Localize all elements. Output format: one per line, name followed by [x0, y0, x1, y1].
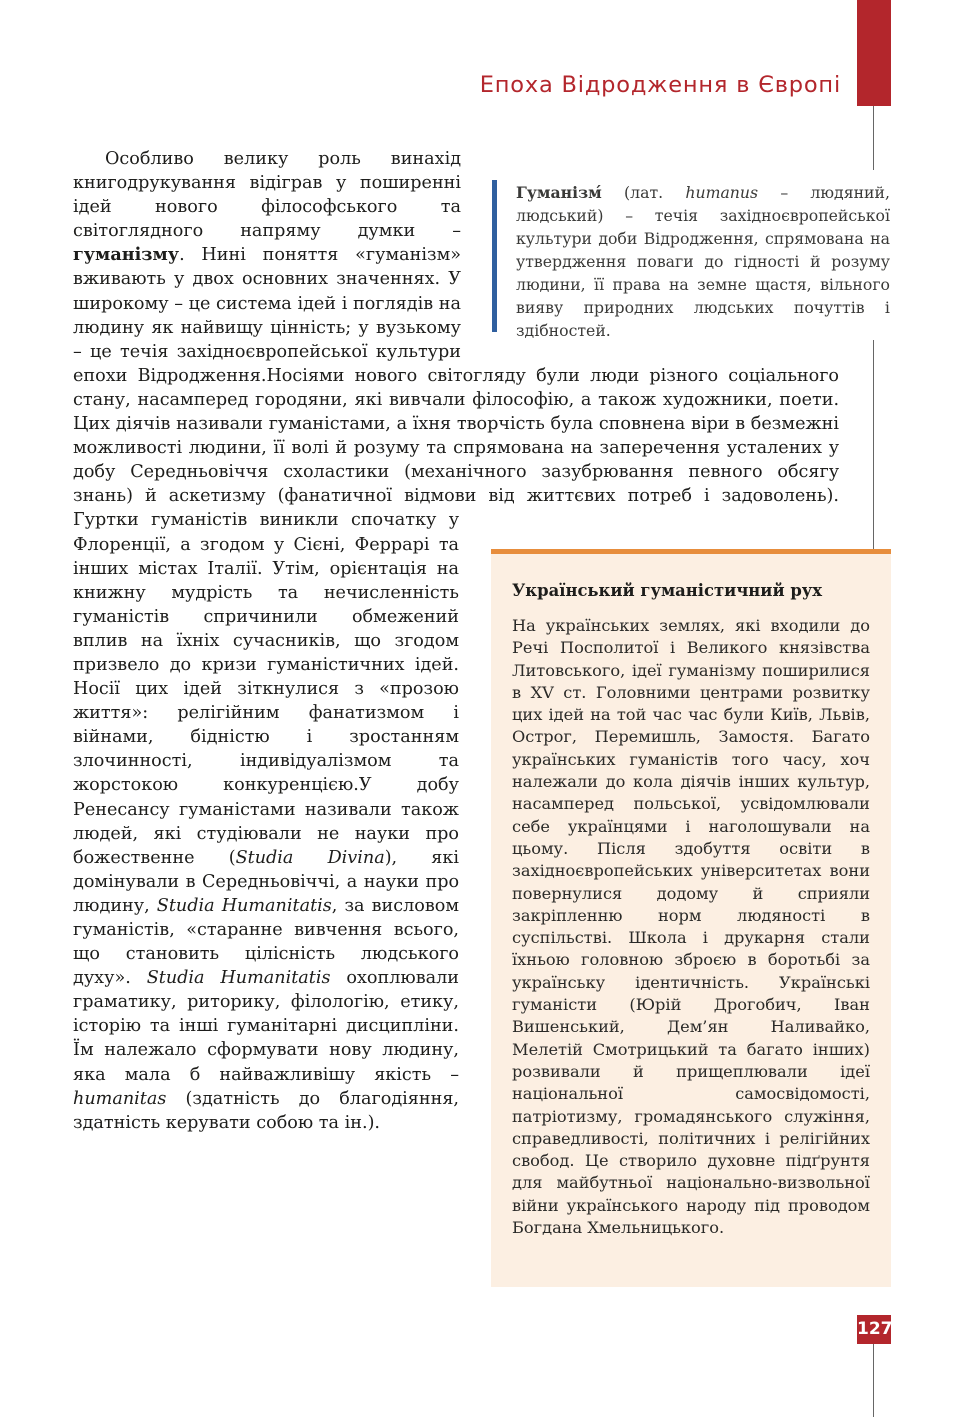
text-line: національної самосвідомості, — [512, 1084, 870, 1104]
text-line: війнами, бідністю і зростанням — [73, 727, 460, 748]
text-line: світоглядного напряму думки – — [73, 221, 461, 242]
margin-line-middle — [873, 340, 874, 550]
text-line: Ренесансу гуманістами називали також — [73, 799, 459, 820]
text-line: цих ідей на той час час були Київ, Львів, — [512, 705, 870, 725]
text-line: Острог, Перемишль, Замостя. Багато — [512, 727, 870, 747]
text-line: книгодрукування відіграв у поширенні — [73, 173, 462, 194]
sidebar-box-title: Український гуманістичний рух — [512, 581, 823, 600]
text-line: історію та інші гуманітарні дисципліни. — [73, 1016, 459, 1037]
text-line: Богдана Хмельницького. — [512, 1218, 725, 1238]
text-line: здатність керувати собою та ін.). — [73, 1112, 381, 1133]
text-line: злочинності, індивідуалізмом та — [73, 751, 460, 772]
text-line: На українських землях, які входили до — [512, 616, 871, 635]
text-line: гуманістів спричинили обмежений — [73, 606, 460, 627]
text-line: ідей нового філософського та — [73, 197, 462, 218]
text-line: війни українського народу під проводом — [512, 1195, 870, 1215]
text-line: Литовського, ідеї гуманізму поширилися — [512, 660, 870, 680]
text-line: Флоренції, а згодом у Сієні, Феррарі та — [73, 534, 460, 555]
text-line: людський) – течія західноєвропейської — [516, 206, 890, 225]
text-line: книжну мудрість та нечисленність — [73, 582, 459, 603]
chapter-title: Епоха Відродження в Європі — [479, 72, 841, 98]
text-line: можливості людини, її волі й розуму та спрямована на заперечення усталених у — [73, 438, 840, 459]
text-line: – це течія західноєвропейської культури — [73, 341, 462, 362]
text-line: в XV ст. Головними центрами розвитку — [512, 682, 871, 702]
text-line: вживають у двох основних значеннях. У — [73, 269, 462, 290]
text-line: інших містах Італії. Утім, орієнтація на — [73, 558, 459, 579]
text-line: яка мала б найважливішу якість – — [73, 1064, 460, 1085]
text-line: цьому. Після здобуття освіти в — [512, 838, 871, 858]
margin-line-top — [873, 106, 874, 170]
text-line: людей, які студіювали не науки про — [73, 823, 460, 844]
text-line: розвивали й прищеплювали ідеї — [512, 1061, 870, 1081]
text-line: гуманістів, «старанне вивчення всього, — [73, 920, 460, 940]
text-line: Мелетій Смотрицький та багато інших) — [512, 1039, 870, 1059]
margin-line-bottom — [873, 1344, 874, 1417]
text-line: належали до кола діячів інших культур, — [512, 772, 870, 792]
text-line: здібностей. — [516, 321, 611, 340]
text-line: вияву природних людських почуттів і — [516, 298, 890, 317]
text-line: культури доби Відродження, спрямована на — [516, 229, 890, 248]
text-line: Вишенський, Дем’ян Наливайко, — [512, 1017, 870, 1037]
text-line: людини, її права на земне щастя, вільного — [516, 275, 890, 294]
text-line: що становить цілісність людського — [73, 944, 460, 965]
text-line: стану, насамперед городяни, які вивчали філософію, а також художники, поети. — [73, 389, 840, 410]
sidebar-box — [491, 549, 891, 1287]
text-line: для майбутньої національно-визвольної — [512, 1173, 870, 1193]
text-line: суспільстві. Школа і друкарня стали — [512, 928, 870, 948]
text-line: домінували в Середньовіччі, а науки про — [73, 871, 460, 892]
text-line: Гуманізм́ (лат. humanus – людяний, — [516, 183, 890, 202]
text-line: граматику, риторику, філологію, етику, — [73, 992, 459, 1013]
text-line: себе українцями і наголошували на — [512, 816, 870, 836]
text-line: українських гуманістів того часу, хоч — [512, 749, 870, 769]
text-line: повернулися додому й сприяли — [512, 883, 870, 903]
text-line: Їм належало сформувати нову людину, — [73, 1040, 460, 1061]
text-line: свобод. Це створило духовне підґрунтя — [512, 1151, 870, 1171]
text-line: Носії цих ідей зіткнулися з «прозою — [73, 679, 459, 700]
text-line: справедливості, політичних і релігійних — [512, 1128, 870, 1148]
text-line: гуманісти (Юрій Дрогобич, Іван — [512, 995, 870, 1015]
text-line: життя»: релігійним фанатизмом і — [73, 703, 460, 724]
text-line: жорстокою конкуренцією.У добу — [73, 775, 459, 796]
text-line: знань) й аскетизму (фанатичної відмови від життєвих потреб і задоволень). — [73, 486, 840, 507]
chapter-tab-marker — [857, 0, 891, 106]
text-line: людину, Studia Humanitatis, за висловом — [73, 895, 460, 916]
text-line: епохи Відродження.Носіями нового світогляду були люди різного соціального — [73, 365, 840, 386]
page-number: 127 — [857, 1315, 891, 1344]
text-line: широкому – це система ідей і поглядів на — [73, 293, 462, 314]
text-line: закріпленню норм людяності в — [512, 905, 870, 925]
text-line: патріотизму, громадянського служіння, — [512, 1106, 870, 1126]
text-line: Цих діячів називали гуманістами, а їхня творчість була сповнена віри в безмежні — [73, 414, 840, 435]
text-line: духу». Studia Humanitatis охоплювали — [73, 968, 460, 989]
text-line: Речі Посполитої і Великого князівства — [512, 638, 871, 658]
text-line: утвердження поваги до гідності й розуму — [516, 252, 890, 271]
text-line: українську ідентичність. Українські — [512, 972, 870, 992]
text-line: призвело до кризи гуманістичних ідей. — [73, 654, 460, 675]
text-line: добу Середньовіччя схоластики (механічного зазубрювання певного обсягу — [73, 462, 840, 483]
text-line: божественне (Studia Divina), які — [73, 847, 460, 868]
text-line: Гуртки гуманістів виникли спочатку у — [73, 510, 460, 531]
text-line: західноєвропейських університетах вони — [512, 861, 870, 881]
text-line: гуманізму. Нині поняття «гуманізм» — [73, 244, 462, 266]
text-line: humanitas (здатність до благодіяння, — [73, 1088, 460, 1109]
text-line: їхньою головною зброєю в боротьбі за — [512, 950, 870, 970]
text-line: вплив на їхніх сучасників, що згодом — [73, 630, 460, 651]
text-line: Особливо велику роль винахід — [105, 149, 462, 169]
sidebar-box-text — [512, 615, 870, 1239]
text-line: насамперед польської, усвідомлювали — [512, 794, 870, 814]
text-line: людину як найвищу цінність; у вузькому — [73, 317, 462, 338]
